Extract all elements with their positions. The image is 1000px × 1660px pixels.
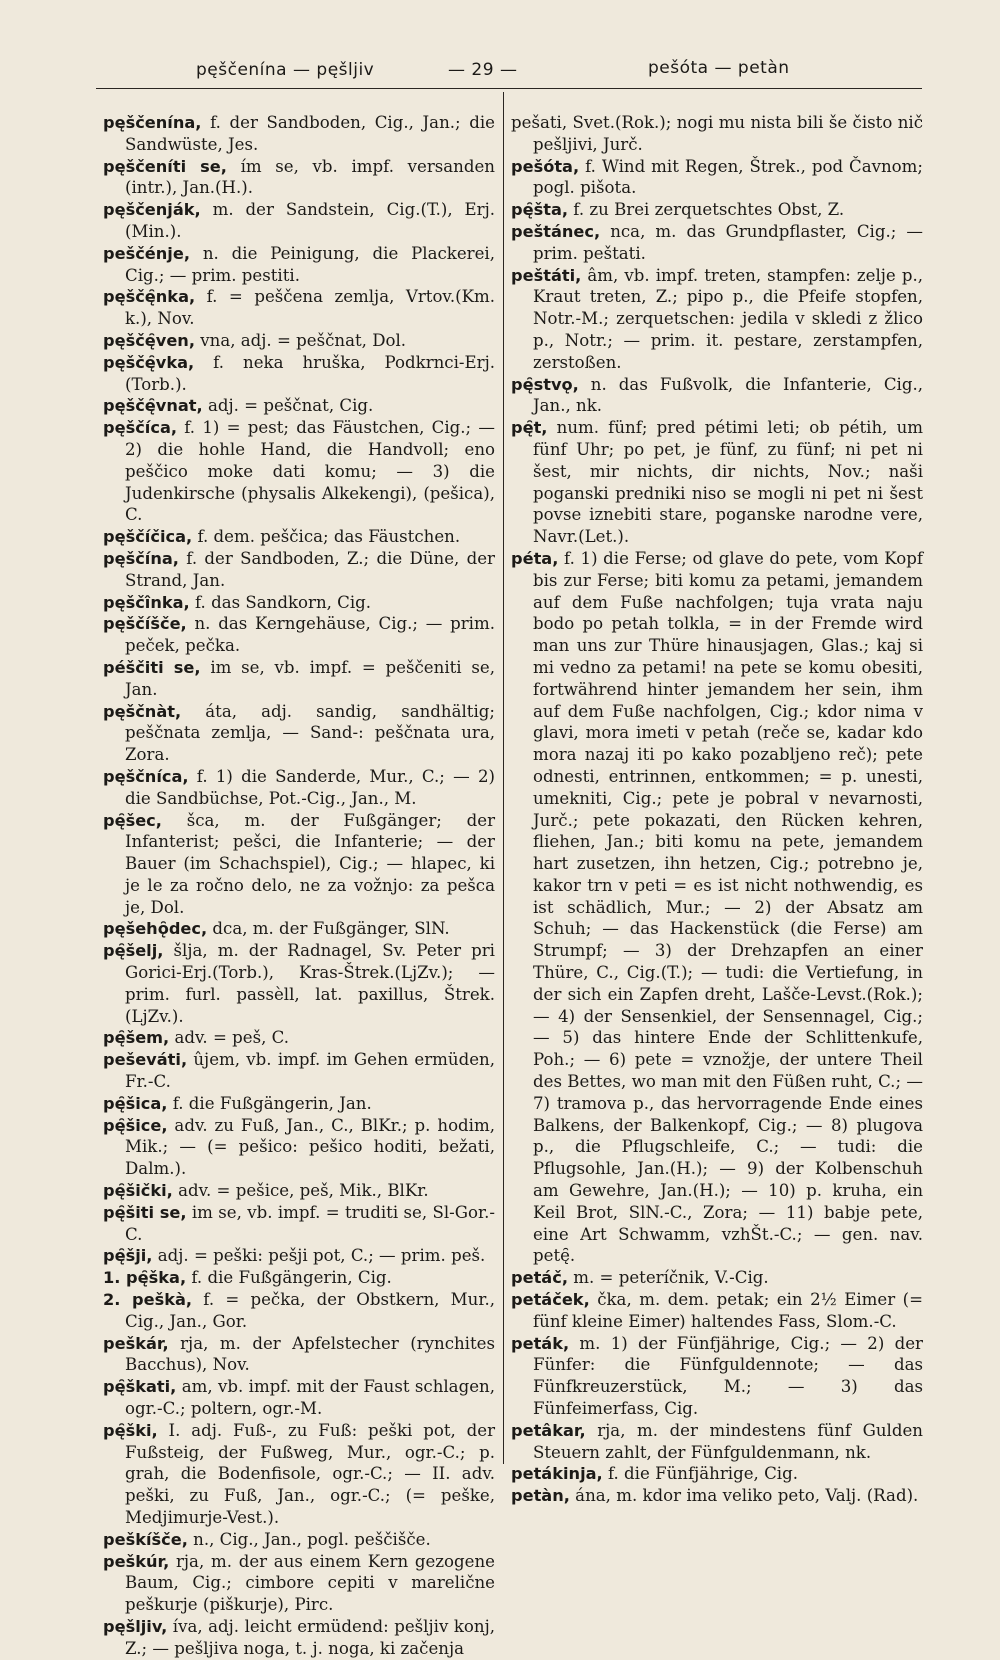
entry-definition: adv. = pešice, peš, Mik., BlKr.: [172, 1181, 429, 1201]
entry-definition: m. = peteríčnik, V.-Cig.: [567, 1268, 769, 1288]
running-head: [96, 56, 922, 90]
entry-headword: petákinja,: [511, 1464, 603, 1484]
entry-headword: pęščníca,: [103, 766, 189, 786]
dictionary-entry: [103, 1202, 495, 1246]
entry-headword: pę̑šta,: [511, 200, 569, 220]
entry-headword: pęščînka,: [103, 592, 190, 612]
header-right-catchword: pešóta — petàn: [648, 58, 790, 78]
dictionary-entry: [103, 243, 495, 287]
entry-definition: n. die Peinigung, die Plackerei, Cig.; — prim. pestiti.: [125, 243, 495, 285]
entry-headword: petáček,: [511, 1290, 590, 1310]
dictionary-entry: [103, 1049, 495, 1093]
entry-headword: peštáti,: [511, 265, 582, 285]
entry-headword: pę̑škati,: [103, 1377, 177, 1397]
dictionary-entry: [511, 1267, 923, 1289]
entry-definition: rja, m. der aus einem Kern gezogene Baum, Cig.; cimbore cepiti v marelične peškurje (piškurje), Pirc.: [125, 1551, 495, 1615]
entry-headword: pę̑ški,: [103, 1420, 158, 1440]
entry-headword: pęščenják,: [103, 200, 201, 220]
entry-headword: 2. peškà,: [103, 1290, 193, 1310]
entry-definition: f. das Sandkorn, Cig.: [189, 592, 372, 612]
entry-headword: pę̑stvǫ,: [511, 374, 579, 394]
entry-headword: pę̑šiti se,: [103, 1202, 187, 1222]
dictionary-entry: [103, 1180, 495, 1202]
entry-headword: pę̑šički,: [103, 1181, 173, 1201]
dictionary-entry: [103, 810, 495, 919]
entry-headword: peštánec,: [511, 221, 601, 241]
dictionary-entry: [103, 1027, 495, 1049]
dictionary-entry: [103, 766, 495, 810]
dictionary-entry: [103, 199, 495, 243]
entry-headword: pęščę̑vnat,: [103, 396, 203, 416]
entry-headword: peškíšče,: [103, 1529, 188, 1549]
dictionary-entry: [103, 1115, 495, 1180]
entry-definition: f. 1) = pest; das Fäustchen, Cig.; — 2) die hohle Hand, die Handvoll; eno peščico moke dati komu; — 3) die Judenkirsche (physalis Alkekengi), (pešica), C.: [125, 418, 495, 525]
dictionary-entry: [103, 657, 495, 701]
dictionary-entry: [103, 548, 495, 592]
dictionary-entry: [103, 352, 495, 396]
entry-definition: ûjem, vb. impf. im Gehen ermüden, Fr.-C.: [125, 1050, 495, 1092]
entry-definition: n. das Kerngehäuse, Cig.; — prim. peček, pečka.: [125, 614, 495, 656]
dictionary-entry: [103, 701, 495, 766]
header-rule: [96, 88, 922, 89]
dictionary-entry: [103, 156, 495, 200]
entry-definition: adv. zu Fuß, Jan., C., BlKr.; p. hodim, Mik.; — (= pešico: pešico hoditi, bežati, Dalm.).: [125, 1115, 495, 1179]
dictionary-entry: [511, 156, 923, 200]
dictionary-entry: [103, 1333, 495, 1377]
entry-headword: petâkar,: [511, 1420, 586, 1440]
entry-definition: pešati, Svet.(Rok.); nogi mu nista bili še čisto nič pešljivi, Jurč.: [511, 113, 923, 154]
entry-headword: peták,: [511, 1333, 570, 1353]
dictionary-entry: [511, 1485, 923, 1507]
entry-headword: pęščnàt,: [103, 701, 182, 721]
entry-headword: peškúr,: [103, 1551, 170, 1571]
column-divider: [503, 92, 504, 1464]
entry-definition: rja, m. der Apfelstecher (rynchites Bacchus), Nov.: [125, 1333, 495, 1375]
entry-headword: pęšehǫ̑dec,: [103, 919, 208, 939]
entry-definition: adj. = peščnat, Cig.: [202, 396, 374, 416]
entry-definition: f. zu Brei zerquetschtes Obst, Z.: [568, 200, 845, 220]
entry-definition: n. das Fußvolk, die Infanterie, Cig., Jan., nk.: [533, 374, 923, 416]
entry-definition: m. der Sandstein, Cig.(T.), Erj. (Min.).: [125, 200, 495, 241]
entry-headword: 1. pę̑ška,: [103, 1268, 187, 1288]
dictionary-entry: [511, 417, 923, 548]
dictionary-entry: [103, 1267, 495, 1289]
entry-definition: I. adj. Fuß-, zu Fuß: peški pot, der Fußsteig, der Fußweg, Mur., ogr.-C.; p. grah, die Bodenfisole, ogr.-C.; — II. adv. peški, zu Fuß, Jan., ogr.-C.; (= peške, Medjimurje-Vest.).: [125, 1420, 495, 1527]
entry-definition: f. die Fünfjährige, Cig.: [602, 1464, 798, 1484]
entry-definition: f. 1) die Sanderde, Mur., C.; — 2) die Sandbüchse, Pot.-Cig., Jan., M.: [125, 766, 495, 808]
dictionary-entry: [103, 417, 495, 526]
dictionary-entry: [103, 1093, 495, 1115]
dictionary-entry: [103, 592, 495, 614]
entry-definition: f. Wind mit Regen, Štrek., pod Čavnom; pogl. pišota.: [533, 156, 923, 198]
entry-headword: pęščeníti se,: [103, 156, 227, 176]
entry-headword: pęščíšče,: [103, 614, 187, 634]
entry-headword: pęščíca,: [103, 418, 178, 438]
header-left-catchword: pęščenína — pęšljiv: [196, 60, 375, 80]
entry-definition: ím se, vb. impf. versanden (intr.), Jan.(H.).: [125, 156, 495, 198]
entry-definition: n., Cig., Jan., pogl. peščišče.: [187, 1529, 431, 1549]
entry-definition: rja, m. der mindestens fünf Gulden Steuern zahlt, der Fünfguldenmann, nk.: [533, 1420, 923, 1462]
entry-definition: šlja, m. der Radnagel, Sv. Peter pri Gorici-Erj.(Torb.), Kras-Štrek.(LjZv.); — prim. furl. passèll, lat. paxillus, Štrek.(LjZv.).: [125, 941, 495, 1026]
right-column: [511, 112, 923, 1507]
dictionary-entry: [103, 330, 495, 352]
entry-headword: pęščíčica,: [103, 527, 193, 547]
dictionary-entry: [103, 286, 495, 330]
entry-definition: íva, adj. leicht ermüdend: pešljiv konj, Z.; — pešljiva noga, t. j. noga, ki začenja: [125, 1616, 495, 1658]
dictionary-entry: [103, 1616, 495, 1660]
entry-headword: peškár,: [103, 1333, 169, 1353]
entry-definition: f. dem. peščica; das Fäustchen.: [192, 527, 461, 547]
entry-headword: peševáti,: [103, 1050, 188, 1070]
dictionary-entry: [103, 940, 495, 1027]
entry-definition: šca, m. der Fußgänger; der Infanterist; pešci, die Infanterie; — der Bauer (im Schachspiel), Cig.; — hlapec, ki je le za ročno delo, ne za vožnjo: za pešca je, Dol.: [125, 810, 495, 917]
entry-definition: ána, m. kdor ima veliko peto, Valj. (Rad).: [569, 1486, 919, 1506]
dictionary-entry: [103, 918, 495, 940]
entry-definition: nca, m. das Grundpflaster, Cig.; — prim. peštati.: [533, 221, 923, 263]
entry-headword: pęščenína,: [103, 113, 202, 132]
entry-headword: pę̑šji,: [103, 1246, 153, 1266]
entry-definition: f. der Sandboden, Cig., Jan.; die Sandwüste, Jes.: [125, 113, 495, 154]
dictionary-entry: [103, 1376, 495, 1420]
entry-headword: péta,: [511, 548, 559, 568]
entry-definition: im se, vb. impf. = peščeniti se, Jan.: [125, 657, 495, 699]
entry-headword: pę̑šem,: [103, 1028, 170, 1048]
dictionary-entry: [103, 526, 495, 548]
entry-definition: čka, m. dem. petak; ein 2½ Eimer (= fünf kleine Eimer) haltendes Fass, Slom.-C.: [533, 1290, 923, 1331]
dictionary-entry: [511, 265, 923, 374]
dictionary-entry: [511, 1333, 923, 1420]
entry-definition: f. die Fußgängerin, Cig.: [186, 1268, 392, 1288]
entry-headword: pę̑šica,: [103, 1093, 168, 1113]
dictionary-entry: [511, 1420, 923, 1464]
entry-definition: adv. = peš, C.: [169, 1028, 290, 1048]
dictionary-entry: [511, 374, 923, 418]
page-number: — 29 —: [448, 60, 518, 80]
dictionary-entry: [103, 1529, 495, 1551]
entry-headword: pęščę̑ven,: [103, 330, 195, 350]
entry-headword: pęščę̑nka,: [103, 287, 196, 307]
dictionary-entry: [103, 395, 495, 417]
dictionary-entry: [103, 613, 495, 657]
entry-headword: pęšljiv,: [103, 1616, 168, 1636]
left-column: [103, 112, 495, 1660]
dictionary-entry: [103, 112, 495, 156]
dictionary-entry: [511, 199, 923, 221]
entry-definition: adj. = peški: pešji pot, C.; — prim. peš.: [152, 1246, 486, 1266]
entry-definition: f. die Fußgängerin, Jan.: [167, 1093, 372, 1113]
dictionary-entry: [103, 1551, 495, 1616]
entry-definition: f. der Sandboden, Z.; die Düne, der Strand, Jan.: [125, 548, 495, 590]
dictionary-entry: [511, 1289, 923, 1333]
entry-definition: áta, adj. sandig, sandhältig; peščnata zemlja, — Sand-: peščnata ura, Zora.: [125, 701, 495, 765]
entry-definition: f. = peščena zemlja, Vrtov.(Km. k.), Nov.: [125, 287, 495, 329]
entry-headword: pę̑šelj,: [103, 941, 164, 961]
entry-definition: âm, vb. impf. treten, stampfen: zelje p., Kraut treten, Z.; pipo p., die Pfeife stopfen, Notr.-M.; zerquetschen: jedila v skledi z žlico p., Notr.; — prim. it. pestare, zerstampfen, zerstoßen.: [533, 265, 923, 372]
entry-headword: pę̑šice,: [103, 1115, 168, 1135]
dictionary-entry: [511, 1463, 923, 1485]
dictionary-entry: [103, 1245, 495, 1267]
dictionary-entry: [103, 1420, 495, 1529]
dictionary-entry: [511, 548, 923, 1267]
entry-definition: dca, m. der Fußgänger, SlN.: [207, 919, 450, 939]
entry-definition: f. = pečka, der Obstkern, Mur., Cig., Jan., Gor.: [125, 1290, 495, 1331]
entry-definition: am, vb. impf. mit der Faust schlagen, ogr.-C.; poltern, ogr.-M.: [125, 1377, 495, 1419]
entry-headword: pę̑t,: [511, 418, 548, 438]
dictionary-entry: [511, 221, 923, 265]
entry-headword: pę̑šec,: [103, 810, 162, 830]
entry-definition: f. 1) die Ferse; od glave do pete, vom Kopf bis zur Ferse; biti komu za petami, jemandem auf dem Fuße nachfolgen; tuja vrata naju bodo po petah tolkla, = in der Fremde wird man uns zur Thüre hinausjagen, Glas.; kaj si mi vedno za petami! na pete se komu obesiti, fortwährend hinter jemandem her sein, ihm auf dem Fuße nachfolgen, Cig.; kdor nima v glavi, mora imeti v petah (reče se, kadar kdo mora nazaj iti po kako pozabljeno reč); pete odnesti, entrinnen, entkommen; = p. unesti, umekniti, Cig.; pete je pobral v nevarnosti, Jurč.; pete pokazati, den Rücken kehren, fliehen, Jan.; biti komu na pete, jemandem hart zusetzen, ihn hetzen, Cig.; potrebno je, kakor trn v peti = es ist nicht nothwendig, es ist schädlich, Mur.; — 2) der Absatz am Schuh; — das Hackenstück (die Ferse) am Strumpf; — 3) der Drehzapfen an einer Thüre, C., Cig.(T.); — tudi: die Vertiefung, in der sich ein Zapfen dreht, Lašče-Levst.(Rok.); — 4) der Sensenkiel, der Sensennagel, Cig.; — 5) das hintere Ende der Schlittenkufe, Poh.; — 6) pete = vznožje, der untere Theil des Bettes, wo man mit den Füßen ruht, C.; — 7) tramova p., das hervorragende Ende eines Balkens, der Balkenkopf, Cig.; — 8) plugova p., die Pflugschleife, C.; — tudi: die Pflugsohle, Jan.(H.); — 9) der Kolbenschuh am Gewehre, Jan.(H.); — 10) p. kruha, ein Keil Brot, SlN.-C., Zora; — 11) babje pete, eine Art Schwamm, vzhŠt.-C.; — gen. nav. petę̑.: [533, 548, 923, 1266]
entry-definition: f. neka hruška, Podkrnci-Erj.(Torb.).: [125, 352, 495, 394]
entry-headword: pešóta,: [511, 156, 580, 176]
entry-headword: pęščę̑vka,: [103, 352, 195, 372]
entry-definition: num. fünf; pred pétimi leti; ob pétih, um fünf Uhr; po pet, je fünf, zu fünf; ni pet ni šest, mir nichts, dir nichts, Nov.; naši poganski predniki niso se mogli ni pet ni šest povse iznebiti stare, poganske narodne vere, Navr.(Let.).: [533, 418, 923, 547]
dictionary-entry: [103, 1289, 495, 1333]
entry-headword: peščénje,: [103, 243, 190, 263]
entry-headword: petàn,: [511, 1486, 570, 1506]
entry-definition: im se, vb. impf. = truditi se, Sl-Gor.-C.: [125, 1202, 495, 1244]
entry-definition: vna, adj. = peščnat, Dol.: [194, 330, 407, 350]
entry-headword: petáč,: [511, 1268, 568, 1288]
entry-headword: péščiti se,: [103, 657, 201, 677]
entry-definition: m. 1) der Fünfjährige, Cig.; — 2) der Fünfer: die Fünfguldennote; — das Fünfkreuzerstück, M.; — 3) das Fünfeimerfass, Cig.: [533, 1333, 923, 1419]
entry-headword: pęščína,: [103, 548, 179, 568]
dictionary-entry: [511, 112, 923, 156]
